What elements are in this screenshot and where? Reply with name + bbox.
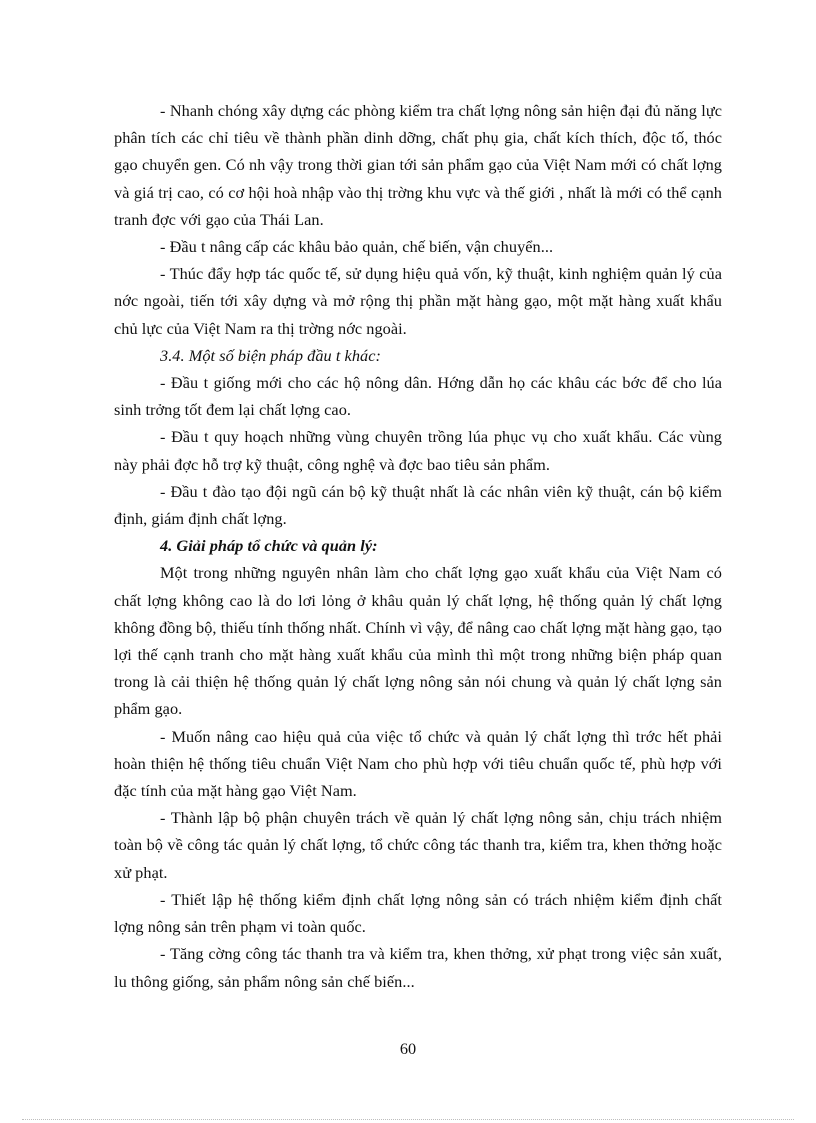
paragraph-inspection-strengthening: - Tăng cờng công tác thanh tra và kiểm tra, khen thởng, xử phạt trong việc sản xuất, lu thông giống, sản phẩm nông sản chế biến... xyxy=(114,944,722,991)
paragraph-specialized-unit: - Thành lập bộ phận chuyên trách về quản lý chất lợng nông sản, chịu trách nhiệm toàn bộ về công tác quản lý chất lợng, tổ chức công tác thanh tra, kiểm tra, khen thởng hoặc xử phạt. xyxy=(114,808,722,882)
paragraph-testing-labs: - Nhanh chóng xây dựng các phòng kiểm tra chất lợng nông sản hiện đại đủ năng lực phân tích các chỉ tiêu về thành phần dinh dỡng, chất phụ gia, chất kích thích, độc tố, thóc gạo chuyển gen. Có nh vậy trong thời gian tới sản phẩm gạo của Việt Nam mới có chất lợng và giá trị cao, có cơ hội hoà nhập vào thị trờng khu vực và thế giới , nhất là mới có thể cạnh tranh đợc với gạo của Thái Lan. xyxy=(114,101,722,229)
paragraph-new-seeds: - Đầu t giống mới cho các hộ nông dân. Hớng dẫn họ các khâu các bớc để cho lúa sinh trởng tốt đem lại chất lợng cao. xyxy=(114,373,722,420)
paragraph-standards: - Muốn nâng cao hiệu quả của việc tổ chức và quản lý chất lợng thì trớc hết phải hoàn thiện hệ thống tiêu chuẩn Việt Nam cho phù hợp với tiêu chuẩn quốc tế, phù hợp với đặc tính của mặt hàng gạo Việt Nam. xyxy=(114,726,722,801)
paragraph-international-cooperation: - Thúc đẩy hợp tác quốc tế, sử dụng hiệu quả vốn, kỹ thuật, kinh nghiệm quản lý của nớc ngoài, tiến tới xây dựng và mở rộng thị phần mặt hàng gạo, một mặt hàng xuất khẩu chủ lực của Việt Nam ra thị trờng nớc ngoài. xyxy=(114,264,722,338)
paragraph-staff-training: - Đầu t đào tạo đội ngũ cán bộ kỹ thuật nhất là các nhân viên kỹ thuật, cán bộ kiểm định, giám định chất lợng. xyxy=(114,481,722,529)
paragraph-inspection-system: - Thiết lập hệ thống kiểm định chất lợng nông sản có trách nhiệm kiểm định chất lợng nông sản trên phạm vi toàn quốc. xyxy=(114,889,722,937)
section-heading-4: 4. Giải pháp tổ chức và quản lý: xyxy=(160,536,378,556)
section-heading-3-4: 3.4. Một số biện pháp đầu t khác: xyxy=(160,345,381,365)
paragraph-management-causes: Một trong những nguyên nhân làm cho chất lợng gạo xuất khẩu của Việt Nam có chất lợng không cao là do lơi lỏng ở khâu quản lý chất lợng, hệ thống quản lý chất lợng không đồng bộ, thiếu tính thống nhất. Chính vì vậy, để nâng cao chất lợng mặt hàng gạo, tạo lợi thế cạnh tranh cho mặt hàng xuất khẩu của mình thì một trong những biện pháp quan trong là cải thiện hệ thống quản lý chất lợng nông sản nói chung và quản lý chất lợng sản phẩm gạo. xyxy=(114,563,722,719)
paragraph-investment-upgrade: - Đầu t nâng cấp các khâu bảo quản, chế biến, vận chuyển... xyxy=(160,237,554,257)
paragraph-export-zoning: - Đầu t quy hoạch những vùng chuyên trồng lúa phục vụ cho xuất khẩu. Các vùng này phải đợc hỗ trợ kỹ thuật, công nghệ và đợc bao tiêu sản phẩm. xyxy=(114,427,722,474)
page-bottom-divider xyxy=(22,1119,794,1120)
body-text xyxy=(114,97,722,995)
page-number: 60 xyxy=(399,1039,417,1058)
